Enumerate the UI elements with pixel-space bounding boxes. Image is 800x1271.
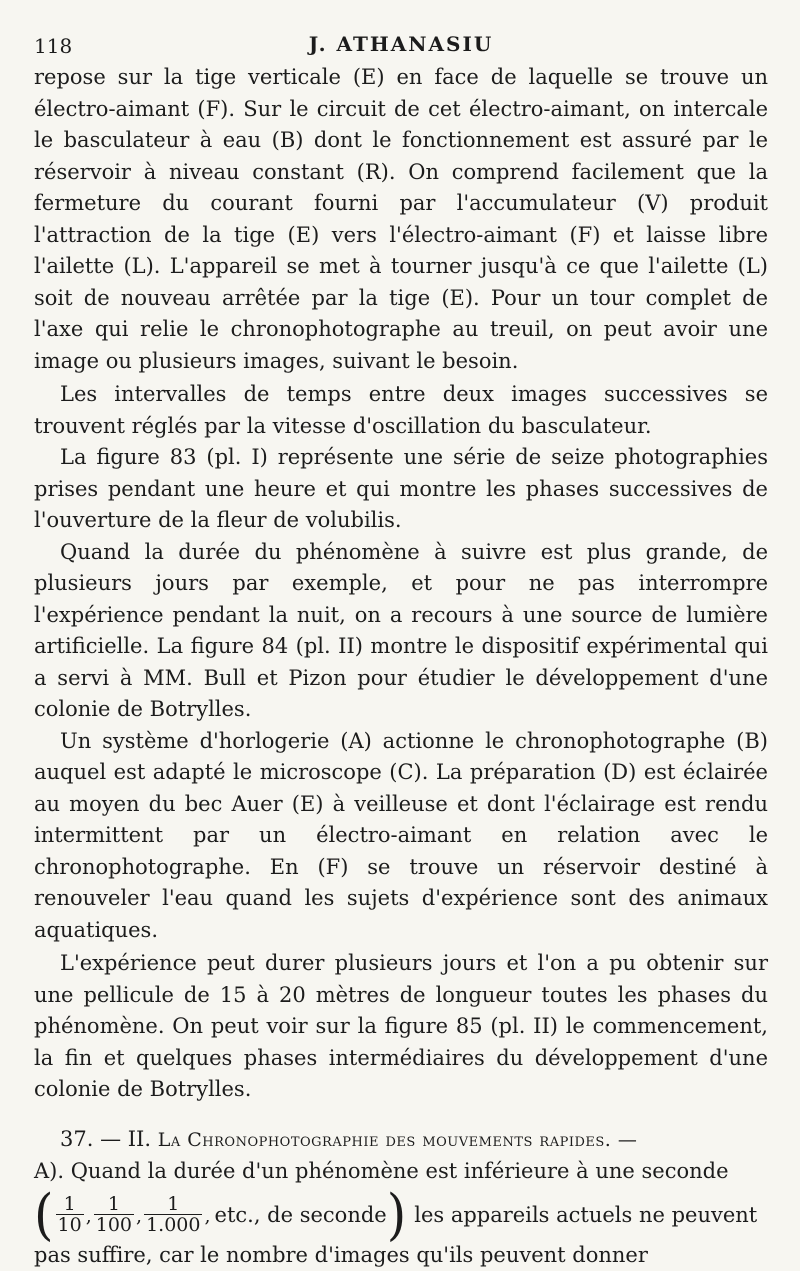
- paragraph: L'expérience peut durer plusieurs jours et l'on a pu obtenir sur une pellicule de 15 à 20 mètres de longueur toutes les phases du phénomène. On peut voir sur la figure 85 (pl. II) le commencement, la fin et quelques phases intermédiaires du développement d'une colonie de Botrylles.: [34, 948, 768, 1106]
- last-line: pas suffire, car le nombre d'images qu'ils peuvent donner: [34, 1240, 768, 1271]
- section-title: La Chronophotographie des mouvements rapides. —: [158, 1129, 638, 1151]
- section-text: A). Quand la durée d'un phénomène est inférieure à une seconde: [34, 1159, 729, 1183]
- fraction-tail: les appareils actuels ne peuvent: [414, 1203, 768, 1227]
- paragraph: La figure 83 (pl. I) représente une série de seize photographies prises pendant une heure et qui montre les phases successives de l'ouverture de la fleur de volubilis.: [34, 442, 768, 537]
- paragraph: Quand la durée du phénomène à suivre est plus grande, de plusieurs jours par exemple, et pour ne pas interrompre l'expérience pendant la nuit, on a recours à une source de lumière artificielle. La figure 84 (pl. II) montre le dispositif expérimental qui a servi à MM. Bull et Pizon pour étudier le développement d'une colonie de Botrylles.: [34, 537, 768, 726]
- page: [34, 22, 768, 1271]
- paragraph: Un système d'horlogerie (A) actionne le chronophotographe (B) auquel est adapté le microscope (C). La préparation (D) est éclairée au moyen du bec Auer (E) à veilleuse et dont l'éclairage est rendu intermittent par un électro-aimant en relation avec le chronophotographe. En (F) se trouve un réservoir destiné à renouveler l'eau quand les sujets d'expérience sont des animaux aquatiques.: [34, 726, 768, 947]
- fraction-suffix: etc., de seconde: [215, 1203, 387, 1227]
- fraction: $\frac{1}{100}$: [94, 1194, 134, 1235]
- body-text: [34, 62, 768, 1106]
- section-number: 37. — II.: [60, 1127, 151, 1151]
- fraction: $\frac{1}{10}$: [56, 1194, 84, 1235]
- page-number: 118: [34, 34, 72, 58]
- section-heading: [34, 1124, 768, 1188]
- fraction-group: $\frac{1}{10}$ , $\frac{1}{100}$ , $\frac{1}{1.000}$ , etc., de seconde: [54, 1194, 387, 1235]
- page-header: [34, 22, 768, 62]
- running-head: J. ATHANASIU: [34, 32, 768, 56]
- fraction-line: ( $\frac{1}{10}$ , $\frac{1}{100}$ , $\frac{1}{1.000}$ , etc., de seconde ) les appareils actuels ne peuvent: [34, 1190, 768, 1240]
- fraction: $\frac{1}{1.000}$: [144, 1194, 202, 1235]
- paragraph: repose sur la tige verticale (E) en face de laquelle se trouve un électro-aimant (F). Sur le circuit de cet électro-aimant, on intercale le basculateur à eau (B) dont le fonctionnement est assuré par le réservoir à niveau constant (R). On comprend facilement que la fermeture du courant fourni par l'accumulateur (V) produit l'attraction de la tige (E) vers l'électro-aimant (F) et laisse libre l'ailette (L). L'appareil se met à tourner jusqu'à ce que l'ailette (L) soit de nouveau arrêtée par la tige (E). Pour un tour complet de l'axe qui relie le chronophotographe au treuil, on peut avoir une image ou plusieurs images, suivant le besoin.: [34, 62, 768, 377]
- paragraph: Les intervalles de temps entre deux images successives se trouvent réglés par la vitesse d'oscillation du basculateur.: [34, 379, 768, 442]
